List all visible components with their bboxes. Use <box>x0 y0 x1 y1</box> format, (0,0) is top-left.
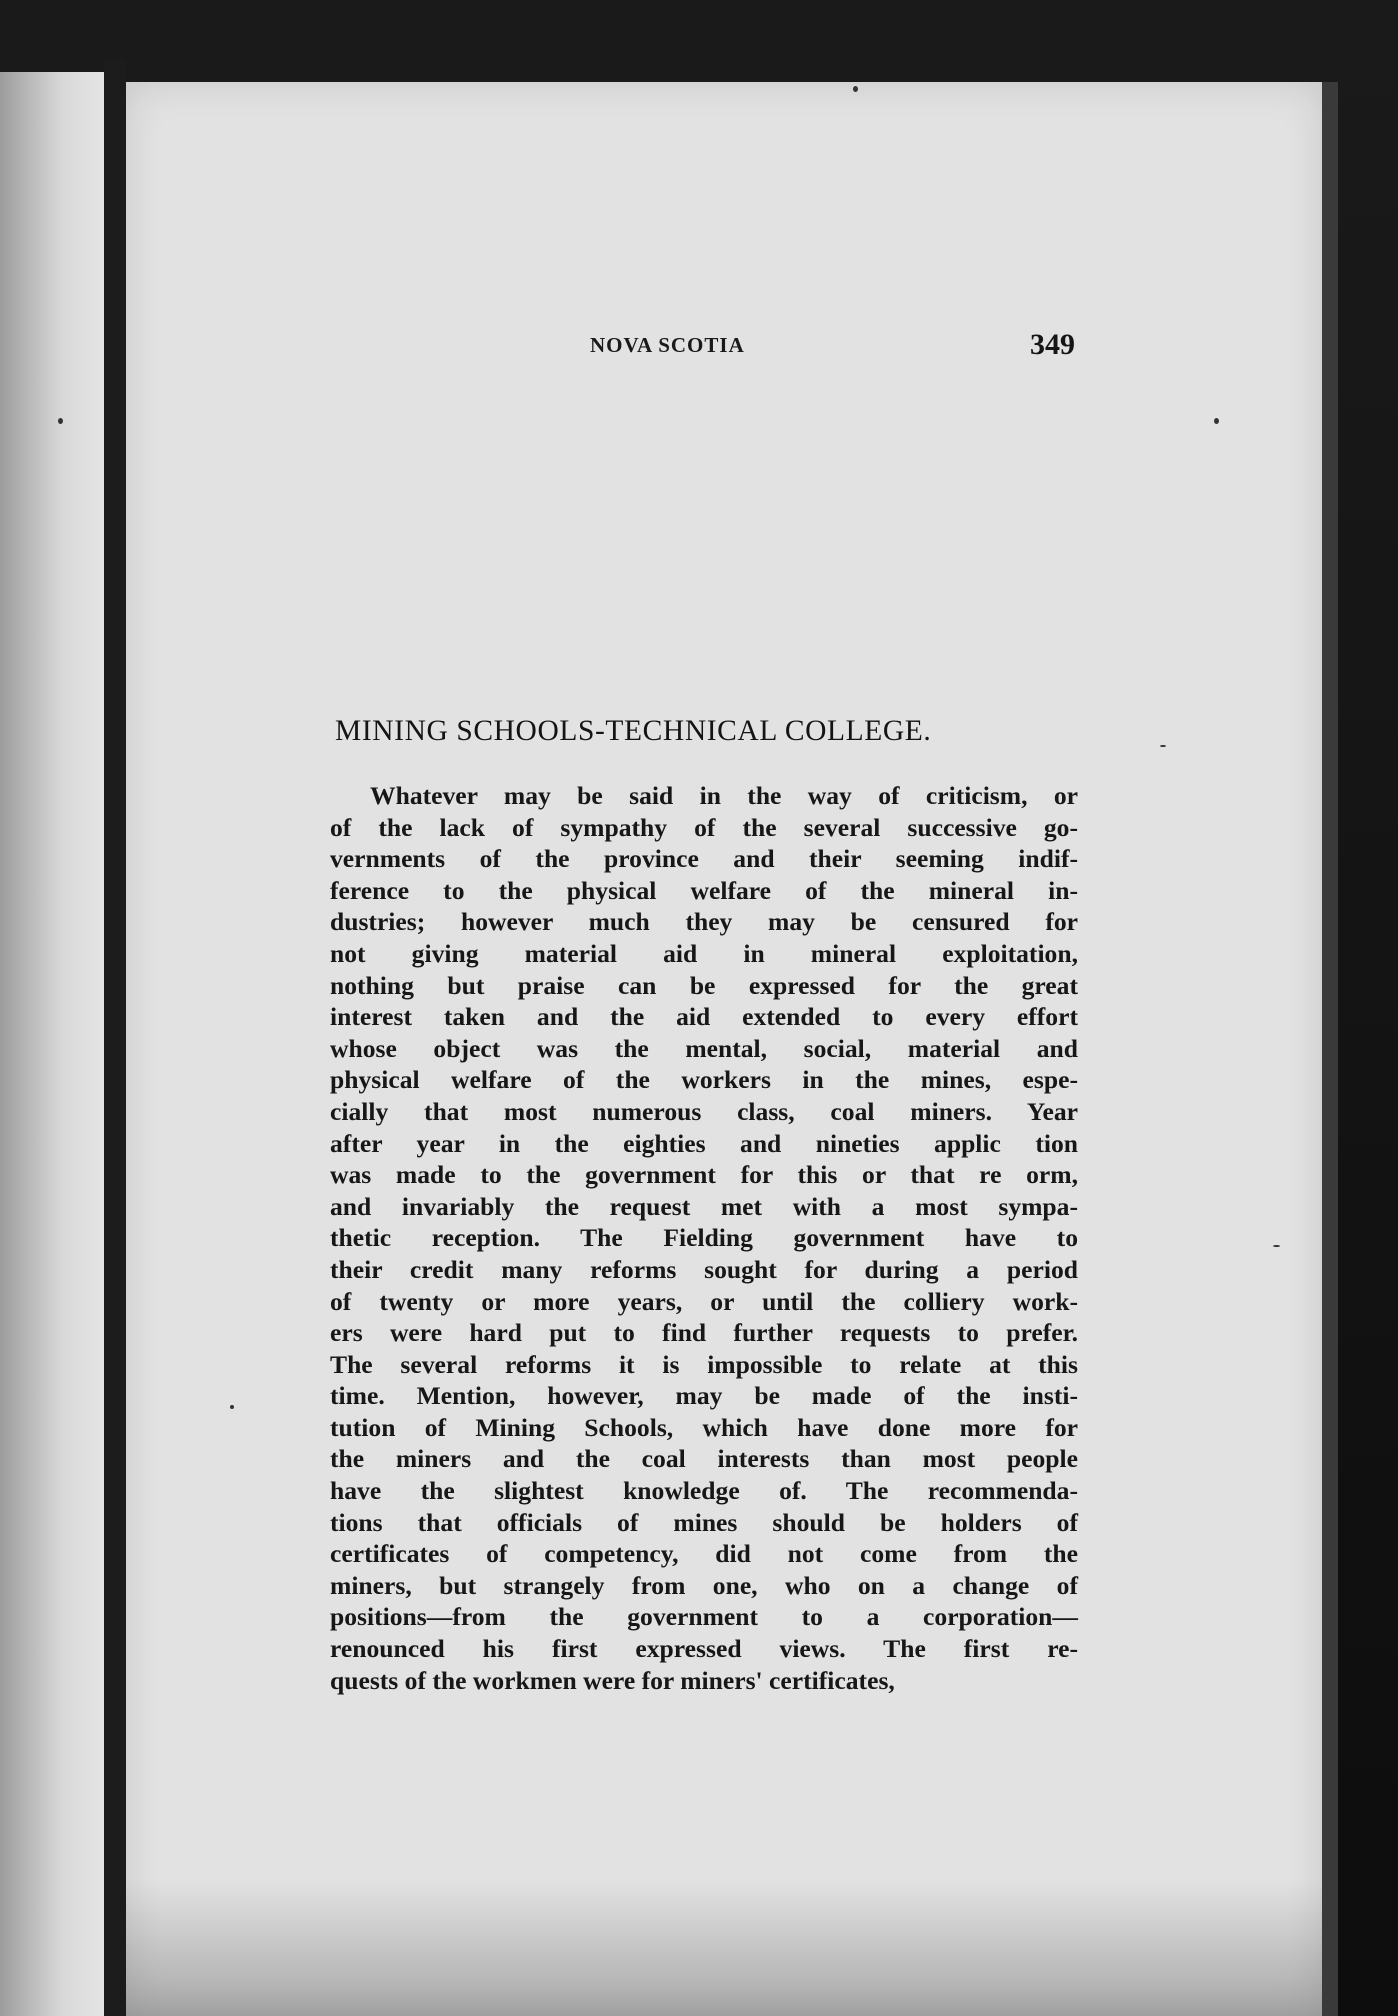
text-line: nothing but praise can be expressed for the great <box>330 970 1078 1000</box>
text-line: The several reforms it is impossible to relate at this <box>330 1349 1078 1379</box>
scan-speck <box>1273 1245 1280 1247</box>
text-line: whose object was the mental, social, material and <box>330 1033 1078 1063</box>
text-line: cially that most numerous class, coal miners. Year <box>330 1096 1078 1126</box>
text-line: ers were hard put to find further requests to prefer. <box>330 1318 1078 1348</box>
text-line: after year in the eighties and nineties applic tion <box>330 1128 1078 1158</box>
text-line: not giving material aid in mineral exploitation, <box>330 938 1078 968</box>
scan-speck <box>58 418 63 424</box>
scan-speck <box>853 86 858 92</box>
text-line: the miners and the coal interests than most people <box>330 1444 1078 1474</box>
text-line: vernments of the province and their seeming indif- <box>330 844 1078 874</box>
text-line: physical welfare of the workers in the mines, espe- <box>330 1065 1078 1095</box>
text-line: quests of the workmen were for miners' certificates, <box>330 1665 895 1695</box>
scan-speck <box>230 1405 234 1409</box>
page-bottom-shading <box>126 1880 1322 2016</box>
text-line: dustries; however much they may be censured for <box>330 907 1078 937</box>
text-line: and invariably the request met with a most sympa- <box>330 1191 1078 1221</box>
text-line: Whatever may be said in the way of criticism, or <box>370 781 1078 810</box>
running-head: NOVA SCOTIA <box>590 333 745 357</box>
page-right-edge <box>1322 82 1338 2016</box>
text-line: was made to the government for this or that re orm, <box>330 1160 1078 1190</box>
text-line: their credit many reforms sought for during a period <box>330 1254 1078 1284</box>
text-line: tution of Mining Schools, which have done more for <box>330 1412 1078 1442</box>
book-spine-shadow <box>104 60 126 2016</box>
text-line: tions that officials of mines should be holders of <box>330 1507 1078 1537</box>
text-line: miners, but strangely from one, who on a change of <box>330 1570 1078 1600</box>
text-line: renounced his first expressed views. The first re- <box>330 1634 1078 1664</box>
page-number: 349 <box>1030 328 1075 361</box>
scan-speck <box>1214 418 1219 424</box>
text-line: time. Mention, however, may be made of the insti- <box>330 1381 1078 1411</box>
text-line: interest taken and the aid extended to every effort <box>330 1002 1078 1032</box>
body-paragraph <box>330 780 1078 1696</box>
text-line: of the lack of sympathy of the several successive go- <box>330 812 1078 842</box>
section-heading: MINING SCHOOLS-TECHNICAL COLLEGE. <box>335 715 932 747</box>
previous-page-edge <box>0 72 104 2016</box>
text-line: certificates of competency, did not come from the <box>330 1539 1078 1569</box>
text-line: of twenty or more years, or until the colliery work- <box>330 1286 1078 1316</box>
text-line: ference to the physical welfare of the mineral in- <box>330 875 1078 905</box>
text-line: positions—from the government to a corporation— <box>330 1602 1078 1632</box>
scan-speck <box>1160 745 1166 747</box>
text-line: have the slightest knowledge of. The recommenda- <box>330 1476 1078 1506</box>
text-line: thetic reception. The Fielding government have to <box>330 1223 1078 1253</box>
